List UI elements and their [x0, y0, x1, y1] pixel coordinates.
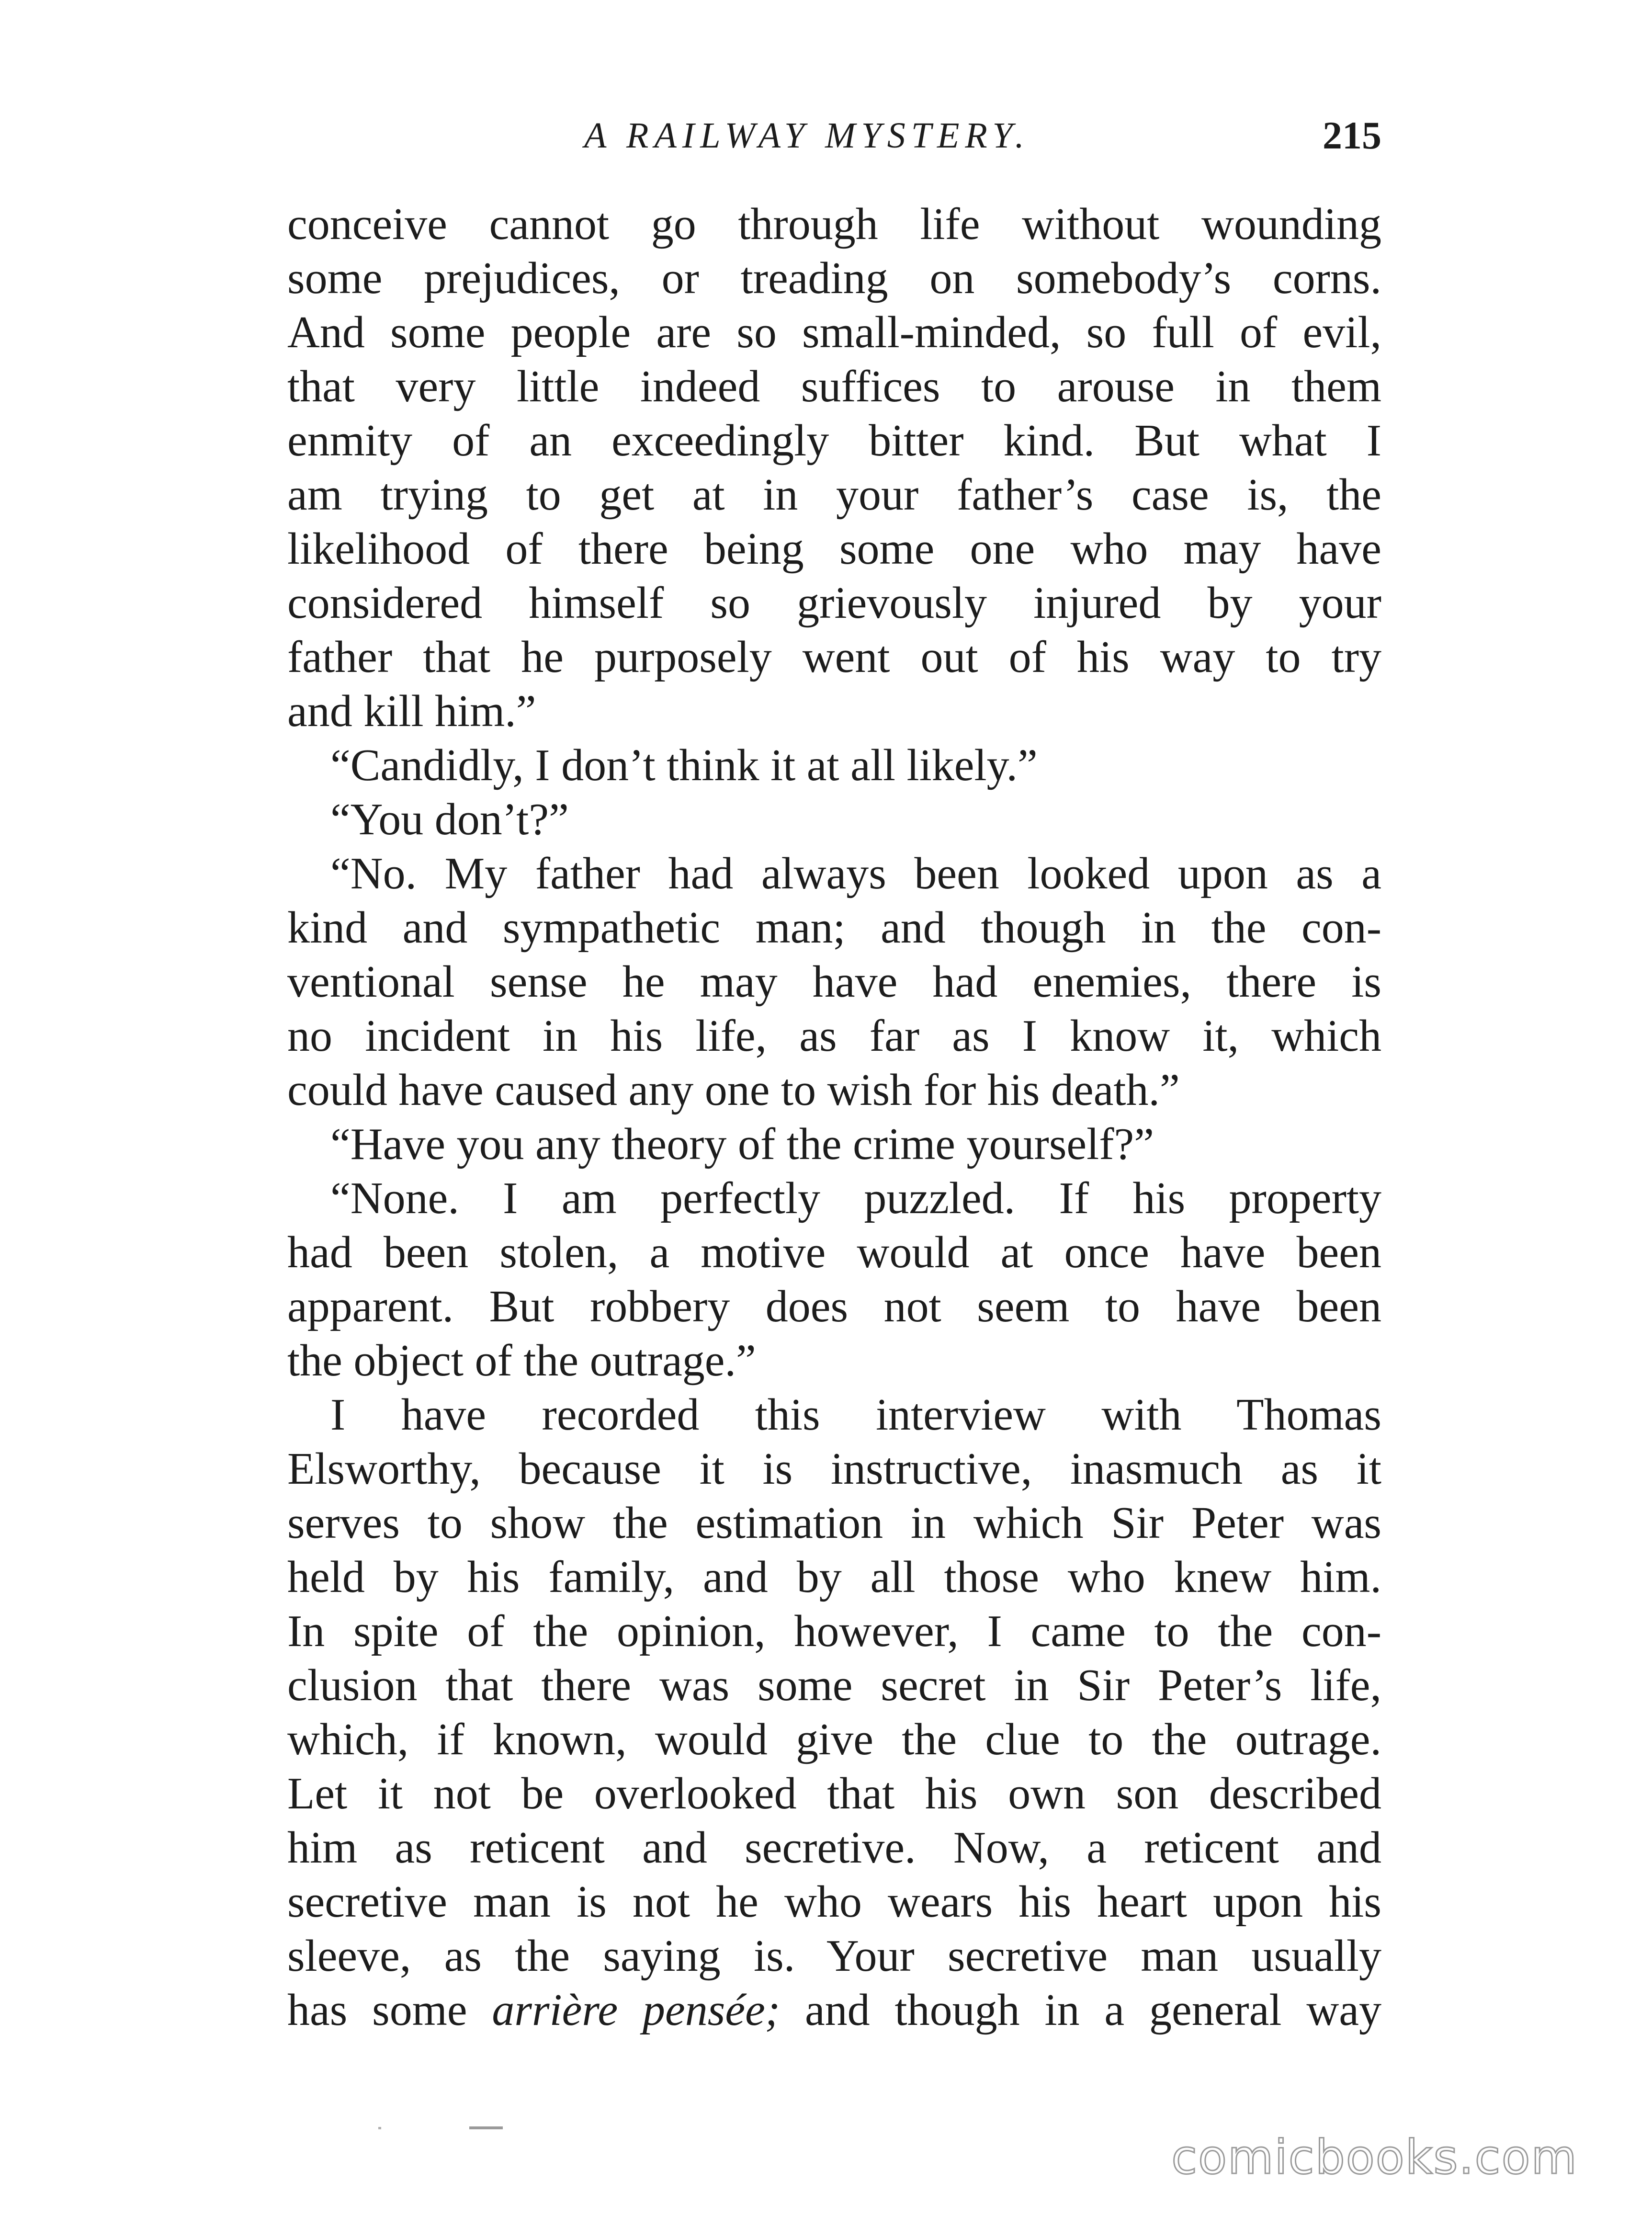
text-line: In spite of the opinion, however, I came to the con- — [287, 1606, 1381, 1656]
text-line: and kill him.” — [287, 686, 536, 736]
text-fragment: has some — [287, 1985, 467, 2035]
watermark-logo: comicbooks.com — [1171, 2130, 1578, 2185]
text-line: And some people are so small-minded, so full of evil, — [287, 307, 1381, 357]
text-line: him as reticent and secretive. Now, a reticent and — [287, 1823, 1381, 1873]
text-line: no incident in his life, as far as I know it, which — [287, 1011, 1381, 1061]
text-line: serves to show the estimation in which Sir Peter was — [287, 1498, 1381, 1548]
page-number: 215 — [1323, 114, 1381, 157]
dialogue-line: “You don’t?” — [330, 795, 569, 844]
text-line: conceive cannot go through life without wounding — [287, 199, 1381, 249]
running-head — [287, 110, 1381, 168]
text-line: ventional sense he may have had enemies, there is — [287, 957, 1381, 1007]
dialogue-line: “No. My father had always been looked upon as a — [330, 849, 1381, 898]
text-line: Let it not be overlooked that his own son described — [287, 1769, 1381, 1818]
text-line: Elsworthy, because it is instructive, inasmuch as it — [287, 1444, 1381, 1494]
italic-foreign-phrase: arrière pensée; — [492, 1985, 781, 2035]
text-line: that very little indeed suffices to arouse in them — [287, 362, 1381, 411]
print-mark — [469, 2126, 503, 2129]
print-speck — [378, 2127, 381, 2129]
body-text — [287, 197, 1381, 2037]
dialogue-line: “None. I am perfectly puzzled. If his property — [330, 1173, 1381, 1223]
text-line: am trying to get at in your father’s case is, the — [287, 470, 1381, 520]
text-line: which, if known, would give the clue to the outrage. — [287, 1715, 1381, 1764]
text-line: the object of the outrage.” — [287, 1336, 756, 1386]
text-line: enmity of an exceedingly bitter kind. But what I — [287, 416, 1381, 466]
running-title: A RAILWAY MYSTERY. — [584, 115, 1030, 156]
text-line: kind and sympathetic man; and though in the con- — [287, 903, 1381, 953]
text-line: likelihood of there being some one who may have — [287, 524, 1381, 574]
text-line: sleeve, as the saying is. Your secretive man usually — [287, 1931, 1381, 1981]
text-line: father that he purposely went out of his way to try — [287, 632, 1381, 682]
dialogue-line: “Have you any theory of the crime yourself?” — [330, 1119, 1154, 1169]
text-line: could have caused any one to wish for his death.” — [287, 1065, 1180, 1115]
text-line: held by his family, and by all those who knew him. — [287, 1552, 1381, 1602]
text-fragment: and though in a general way — [804, 1985, 1381, 2035]
dialogue-line: “Candidly, I don’t think it at all likely.” — [330, 740, 1038, 790]
text-line: clusion that there was some secret in Sir Peter’s life, — [287, 1660, 1381, 1710]
text-line: considered himself so grievously injured by your — [287, 578, 1381, 628]
text-line: had been stolen, a motive would at once have been — [287, 1227, 1381, 1277]
paragraph-start-line: I have recorded this interview with Thomas — [330, 1390, 1381, 1440]
text-line: secretive man is not he who wears his heart upon his — [287, 1877, 1381, 1927]
text-line: some prejudices, or treading on somebody’s corns. — [287, 253, 1381, 303]
text-line: apparent. But robbery does not seem to have been — [287, 1282, 1381, 1331]
text-line-final — [287, 1983, 1381, 2037]
